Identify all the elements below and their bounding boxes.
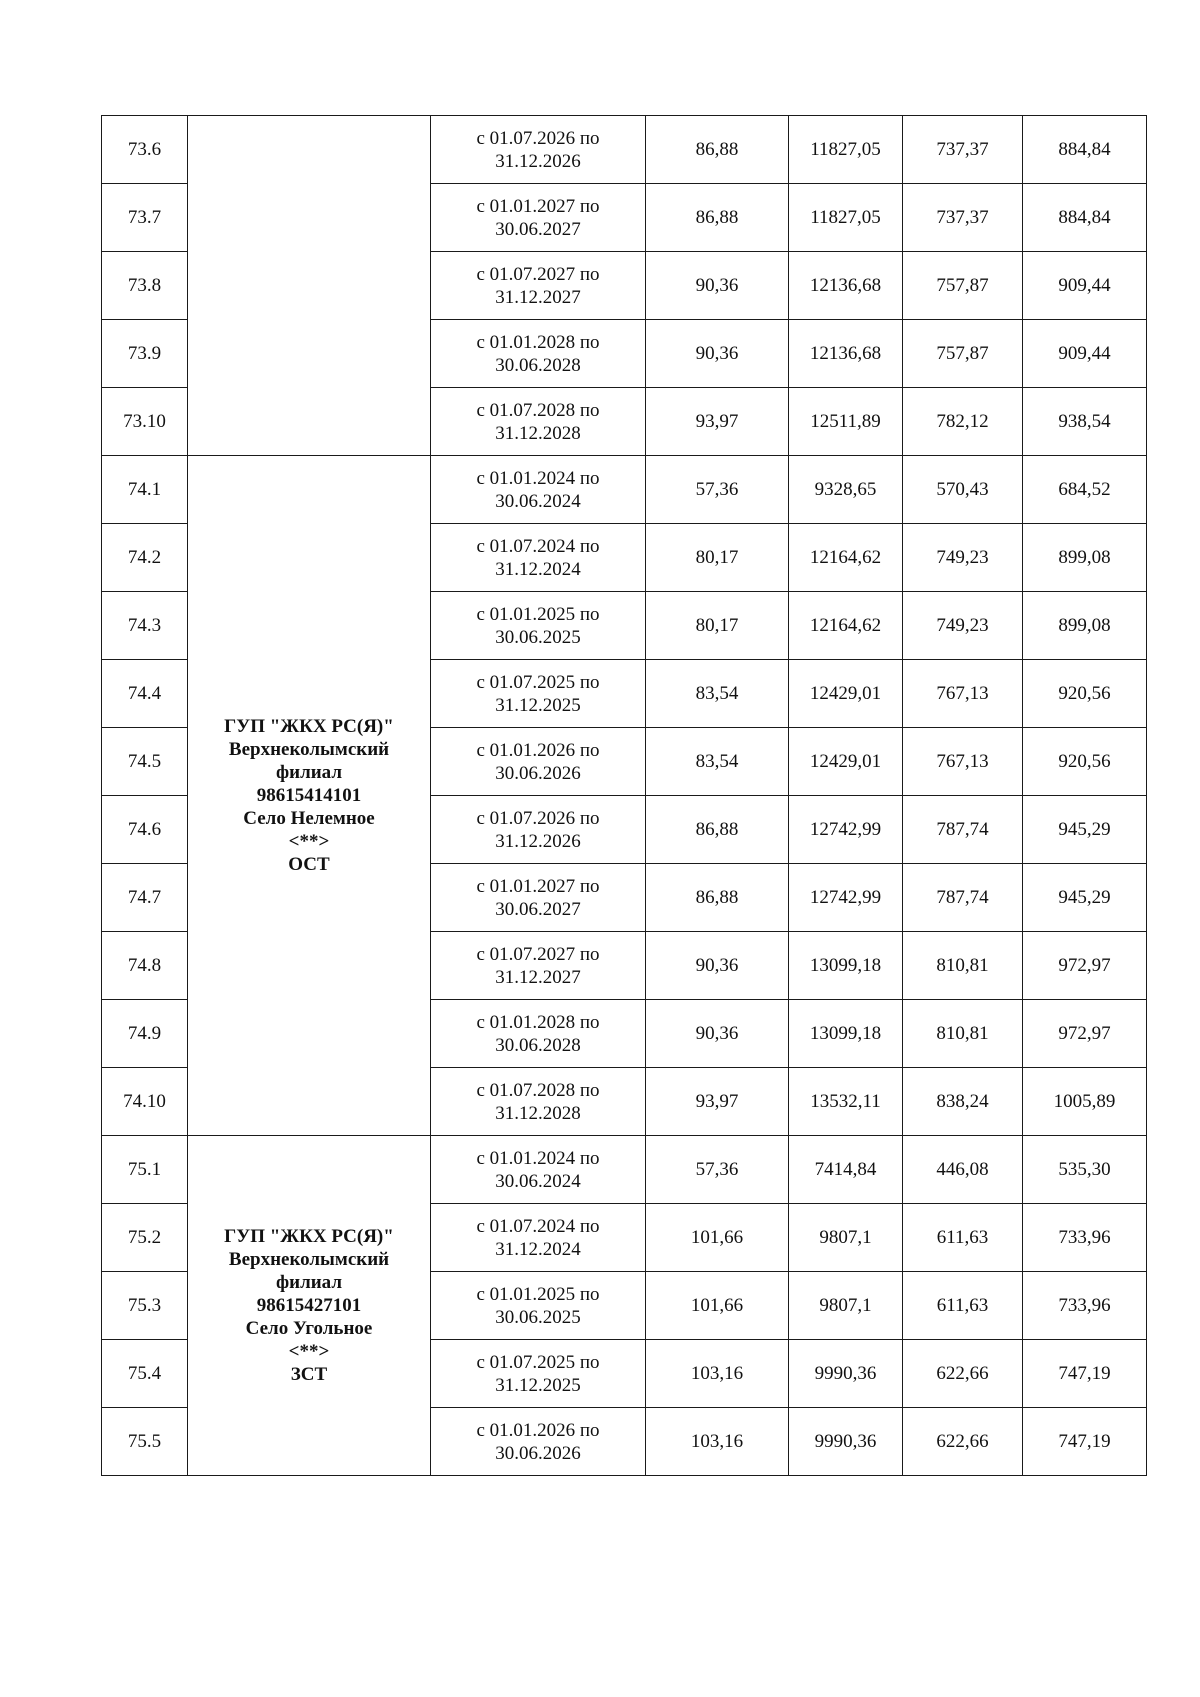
value-cell-1: 86,88 bbox=[646, 796, 789, 864]
period-start: с 01.01.2028 по bbox=[476, 331, 600, 353]
value-cell-1: 93,97 bbox=[646, 1068, 789, 1136]
value-cell-4: 909,44 bbox=[1023, 252, 1147, 320]
value-cell-2: 12136,68 bbox=[789, 252, 903, 320]
value-cell-4: 1005,89 bbox=[1023, 1068, 1147, 1136]
value-cell-4: 899,08 bbox=[1023, 524, 1147, 592]
row-number-cell: 74.4 bbox=[102, 660, 188, 728]
value-cell-4: 938,54 bbox=[1023, 388, 1147, 456]
period-end: 30.06.2028 bbox=[495, 1034, 581, 1056]
organization-line: Верхнеколымский bbox=[228, 1249, 390, 1270]
value-cell-4: 899,08 bbox=[1023, 592, 1147, 660]
value-cell-2: 13099,18 bbox=[789, 932, 903, 1000]
period-end: 31.12.2026 bbox=[495, 150, 581, 172]
period-cell bbox=[431, 864, 646, 932]
row-number-cell: 75.2 bbox=[102, 1204, 188, 1272]
row-number-cell: 75.3 bbox=[102, 1272, 188, 1340]
value-cell-3: 757,87 bbox=[903, 320, 1023, 388]
value-cell-3: 737,37 bbox=[903, 116, 1023, 184]
value-cell-2: 11827,05 bbox=[789, 116, 903, 184]
value-cell-2: 7414,84 bbox=[789, 1136, 903, 1204]
period-cell bbox=[431, 184, 646, 252]
value-cell-4: 884,84 bbox=[1023, 184, 1147, 252]
period-end: 31.12.2027 bbox=[495, 286, 581, 308]
organization-line: <**> bbox=[288, 1341, 330, 1362]
value-cell-3: 810,81 bbox=[903, 932, 1023, 1000]
period-cell bbox=[431, 1272, 646, 1340]
period-end: 31.12.2024 bbox=[495, 558, 581, 580]
period-start: с 01.01.2027 по bbox=[476, 875, 600, 897]
period-cell bbox=[431, 660, 646, 728]
period-start: с 01.07.2027 по bbox=[476, 263, 600, 285]
period-cell bbox=[431, 1136, 646, 1204]
value-cell-2: 9807,1 bbox=[789, 1272, 903, 1340]
organization-line: Село Нелемное bbox=[243, 808, 375, 829]
value-cell-3: 446,08 bbox=[903, 1136, 1023, 1204]
organization-line: Село Угольное bbox=[245, 1318, 373, 1339]
period-start: с 01.01.2026 по bbox=[476, 1419, 600, 1441]
period-end: 31.12.2028 bbox=[495, 422, 581, 444]
value-cell-3: 787,74 bbox=[903, 864, 1023, 932]
period-cell bbox=[431, 1204, 646, 1272]
period-cell bbox=[431, 1408, 646, 1476]
row-number-cell: 73.7 bbox=[102, 184, 188, 252]
value-cell-3: 570,43 bbox=[903, 456, 1023, 524]
row-number-cell: 73.10 bbox=[102, 388, 188, 456]
value-cell-1: 86,88 bbox=[646, 184, 789, 252]
period-end: 30.06.2027 bbox=[495, 218, 581, 240]
value-cell-2: 12511,89 bbox=[789, 388, 903, 456]
period-start: с 01.07.2027 по bbox=[476, 943, 600, 965]
period-end: 30.06.2026 bbox=[495, 1442, 581, 1464]
organization-line: Верхнеколымский bbox=[228, 739, 390, 760]
value-cell-3: 782,12 bbox=[903, 388, 1023, 456]
period-cell bbox=[431, 388, 646, 456]
organization-line: ОСТ bbox=[288, 854, 330, 875]
value-cell-3: 787,74 bbox=[903, 796, 1023, 864]
value-cell-2: 9990,36 bbox=[789, 1408, 903, 1476]
value-cell-2: 12164,62 bbox=[789, 592, 903, 660]
value-cell-1: 57,36 bbox=[646, 456, 789, 524]
organization-line: ГУП "ЖКХ РС(Я)" bbox=[224, 716, 394, 737]
row-number-cell: 74.7 bbox=[102, 864, 188, 932]
period-start: с 01.01.2026 по bbox=[476, 739, 600, 761]
value-cell-2: 12164,62 bbox=[789, 524, 903, 592]
value-cell-3: 737,37 bbox=[903, 184, 1023, 252]
row-number-cell: 74.6 bbox=[102, 796, 188, 864]
value-cell-4: 920,56 bbox=[1023, 660, 1147, 728]
period-cell bbox=[431, 592, 646, 660]
row-number-cell: 74.9 bbox=[102, 1000, 188, 1068]
row-number-cell: 74.2 bbox=[102, 524, 188, 592]
value-cell-4: 684,52 bbox=[1023, 456, 1147, 524]
row-number-cell: 73.8 bbox=[102, 252, 188, 320]
value-cell-4: 733,96 bbox=[1023, 1204, 1147, 1272]
row-number-cell: 75.4 bbox=[102, 1340, 188, 1408]
value-cell-1: 80,17 bbox=[646, 524, 789, 592]
organization-line: филиал bbox=[275, 1272, 343, 1293]
row-number-cell: 75.5 bbox=[102, 1408, 188, 1476]
value-cell-3: 767,13 bbox=[903, 660, 1023, 728]
value-cell-4: 747,19 bbox=[1023, 1408, 1147, 1476]
tariff-table bbox=[101, 115, 1147, 1476]
row-number-cell: 73.9 bbox=[102, 320, 188, 388]
period-end: 31.12.2028 bbox=[495, 1102, 581, 1124]
value-cell-1: 101,66 bbox=[646, 1272, 789, 1340]
period-start: с 01.07.2025 по bbox=[476, 1351, 600, 1373]
period-cell bbox=[431, 320, 646, 388]
period-end: 30.06.2025 bbox=[495, 626, 581, 648]
value-cell-4: 972,97 bbox=[1023, 932, 1147, 1000]
value-cell-4: 884,84 bbox=[1023, 116, 1147, 184]
period-start: с 01.07.2028 по bbox=[476, 1079, 600, 1101]
value-cell-2: 12742,99 bbox=[789, 796, 903, 864]
organization-line: филиал bbox=[275, 762, 343, 783]
period-start: с 01.01.2028 по bbox=[476, 1011, 600, 1033]
period-cell bbox=[431, 456, 646, 524]
value-cell-3: 749,23 bbox=[903, 592, 1023, 660]
value-cell-1: 90,36 bbox=[646, 1000, 789, 1068]
value-cell-1: 90,36 bbox=[646, 932, 789, 1000]
value-cell-1: 101,66 bbox=[646, 1204, 789, 1272]
value-cell-1: 103,16 bbox=[646, 1408, 789, 1476]
period-cell bbox=[431, 1340, 646, 1408]
value-cell-4: 920,56 bbox=[1023, 728, 1147, 796]
table-row bbox=[102, 456, 1147, 524]
value-cell-3: 810,81 bbox=[903, 1000, 1023, 1068]
row-number-cell: 75.1 bbox=[102, 1136, 188, 1204]
value-cell-2: 12136,68 bbox=[789, 320, 903, 388]
period-start: с 01.07.2025 по bbox=[476, 671, 600, 693]
period-end: 31.12.2027 bbox=[495, 966, 581, 988]
value-cell-2: 9990,36 bbox=[789, 1340, 903, 1408]
period-start: с 01.07.2024 по bbox=[476, 1215, 600, 1237]
period-end: 31.12.2025 bbox=[495, 694, 581, 716]
period-end: 30.06.2024 bbox=[495, 1170, 581, 1192]
period-end: 30.06.2027 bbox=[495, 898, 581, 920]
period-start: с 01.01.2027 по bbox=[476, 195, 600, 217]
value-cell-1: 57,36 bbox=[646, 1136, 789, 1204]
value-cell-4: 972,97 bbox=[1023, 1000, 1147, 1068]
organization-cell bbox=[188, 116, 431, 456]
value-cell-2: 12742,99 bbox=[789, 864, 903, 932]
period-start: с 01.07.2028 по bbox=[476, 399, 600, 421]
organization-cell bbox=[188, 1136, 431, 1476]
value-cell-3: 749,23 bbox=[903, 524, 1023, 592]
value-cell-1: 103,16 bbox=[646, 1340, 789, 1408]
row-number-cell: 74.5 bbox=[102, 728, 188, 796]
period-end: 31.12.2026 bbox=[495, 830, 581, 852]
table-row bbox=[102, 1136, 1147, 1204]
value-cell-1: 86,88 bbox=[646, 864, 789, 932]
value-cell-2: 12429,01 bbox=[789, 660, 903, 728]
value-cell-1: 80,17 bbox=[646, 592, 789, 660]
period-start: с 01.01.2024 по bbox=[476, 1147, 600, 1169]
table-row bbox=[102, 116, 1147, 184]
period-start: с 01.07.2026 по bbox=[476, 807, 600, 829]
period-cell bbox=[431, 932, 646, 1000]
value-cell-4: 747,19 bbox=[1023, 1340, 1147, 1408]
row-number-cell: 73.6 bbox=[102, 116, 188, 184]
period-cell bbox=[431, 796, 646, 864]
value-cell-1: 90,36 bbox=[646, 320, 789, 388]
row-number-cell: 74.10 bbox=[102, 1068, 188, 1136]
value-cell-3: 757,87 bbox=[903, 252, 1023, 320]
value-cell-4: 909,44 bbox=[1023, 320, 1147, 388]
period-cell bbox=[431, 524, 646, 592]
value-cell-3: 622,66 bbox=[903, 1408, 1023, 1476]
value-cell-4: 945,29 bbox=[1023, 864, 1147, 932]
period-cell bbox=[431, 252, 646, 320]
organization-line: ЗСТ bbox=[290, 1364, 328, 1385]
period-start: с 01.01.2025 по bbox=[476, 603, 600, 625]
value-cell-1: 83,54 bbox=[646, 728, 789, 796]
row-number-cell: 74.8 bbox=[102, 932, 188, 1000]
period-end: 30.06.2025 bbox=[495, 1306, 581, 1328]
period-cell bbox=[431, 116, 646, 184]
value-cell-4: 945,29 bbox=[1023, 796, 1147, 864]
period-cell bbox=[431, 1000, 646, 1068]
value-cell-3: 767,13 bbox=[903, 728, 1023, 796]
period-start: с 01.01.2025 по bbox=[476, 1283, 600, 1305]
value-cell-3: 611,63 bbox=[903, 1204, 1023, 1272]
organization-line: 98615414101 bbox=[256, 785, 362, 806]
value-cell-2: 11827,05 bbox=[789, 184, 903, 252]
period-end: 31.12.2024 bbox=[495, 1238, 581, 1260]
value-cell-3: 622,66 bbox=[903, 1340, 1023, 1408]
value-cell-1: 86,88 bbox=[646, 116, 789, 184]
value-cell-3: 838,24 bbox=[903, 1068, 1023, 1136]
row-number-cell: 74.1 bbox=[102, 456, 188, 524]
value-cell-4: 535,30 bbox=[1023, 1136, 1147, 1204]
value-cell-2: 13099,18 bbox=[789, 1000, 903, 1068]
organization-line: ГУП "ЖКХ РС(Я)" bbox=[224, 1226, 394, 1247]
value-cell-4: 733,96 bbox=[1023, 1272, 1147, 1340]
period-end: 30.06.2028 bbox=[495, 354, 581, 376]
organization-cell bbox=[188, 456, 431, 1136]
period-start: с 01.01.2024 по bbox=[476, 467, 600, 489]
value-cell-3: 611,63 bbox=[903, 1272, 1023, 1340]
period-end: 31.12.2025 bbox=[495, 1374, 581, 1396]
period-cell bbox=[431, 728, 646, 796]
value-cell-1: 93,97 bbox=[646, 388, 789, 456]
value-cell-2: 9328,65 bbox=[789, 456, 903, 524]
value-cell-2: 12429,01 bbox=[789, 728, 903, 796]
value-cell-1: 90,36 bbox=[646, 252, 789, 320]
tariff-table-body bbox=[102, 116, 1147, 1476]
row-number-cell: 74.3 bbox=[102, 592, 188, 660]
period-end: 30.06.2026 bbox=[495, 762, 581, 784]
value-cell-2: 13532,11 bbox=[789, 1068, 903, 1136]
value-cell-1: 83,54 bbox=[646, 660, 789, 728]
period-end: 30.06.2024 bbox=[495, 490, 581, 512]
period-cell bbox=[431, 1068, 646, 1136]
organization-line: <**> bbox=[288, 831, 330, 852]
organization-line: 98615427101 bbox=[256, 1295, 362, 1316]
value-cell-2: 9807,1 bbox=[789, 1204, 903, 1272]
period-start: с 01.07.2024 по bbox=[476, 535, 600, 557]
period-start: с 01.07.2026 по bbox=[476, 127, 600, 149]
